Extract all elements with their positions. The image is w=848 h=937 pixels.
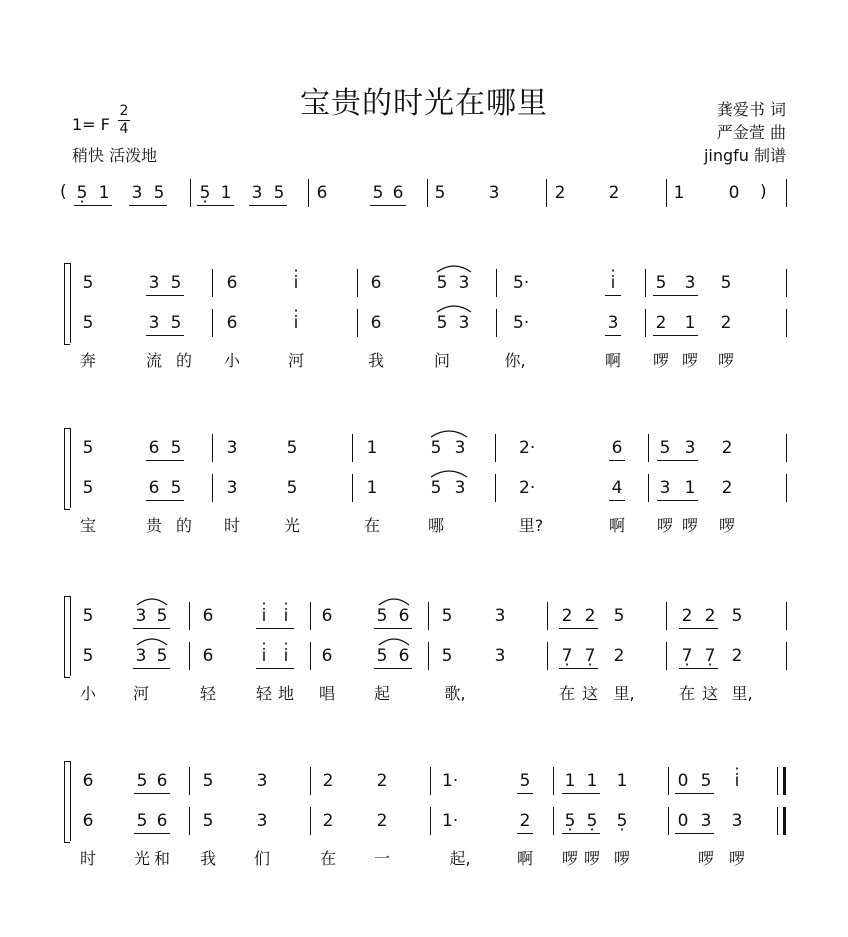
upper-underline bbox=[675, 793, 714, 794]
upper-voice-note: 5 bbox=[700, 771, 712, 791]
upper-voice-note: 6 bbox=[202, 606, 214, 626]
lyric-syllable: 歌, bbox=[444, 684, 466, 703]
intro-underline bbox=[370, 205, 406, 206]
barline bbox=[352, 474, 353, 502]
lyric-syllable: 小 bbox=[79, 684, 96, 703]
upper-underline bbox=[146, 295, 184, 296]
barline bbox=[786, 434, 787, 462]
upper-voice-note: 3 bbox=[458, 273, 470, 293]
lower-underline bbox=[605, 335, 621, 336]
system-line bbox=[70, 263, 71, 343]
upper-underline bbox=[133, 628, 170, 629]
lower-underline bbox=[134, 833, 170, 834]
lower-voice-note: 3 bbox=[731, 811, 743, 831]
barline bbox=[645, 269, 646, 297]
lower-voice-note: 3 bbox=[454, 478, 466, 498]
time-signature-top: 2 bbox=[119, 103, 129, 119]
lyric-syllable: 啰 bbox=[583, 849, 600, 868]
upper-voice-note: 3 bbox=[454, 438, 466, 458]
lyric-syllable: 河 bbox=[287, 351, 304, 370]
intro-note: 6 bbox=[392, 183, 404, 203]
upper-tie bbox=[136, 596, 168, 606]
upper-voice-note: 5 bbox=[659, 438, 671, 458]
barline bbox=[495, 474, 496, 502]
barline bbox=[189, 807, 190, 835]
lower-voice-note: 2 bbox=[720, 313, 732, 333]
upper-voice-note: 5 bbox=[436, 273, 448, 293]
upper-underline bbox=[562, 793, 600, 794]
barline bbox=[786, 474, 787, 502]
upper-voice-note: 5 bbox=[720, 273, 732, 293]
upper-voice-note: 6 bbox=[611, 438, 623, 458]
upper-voice-note: 3 bbox=[684, 273, 696, 293]
lyric-syllable: 我 bbox=[367, 351, 384, 370]
lyric-syllable: 的 bbox=[175, 516, 192, 535]
barline bbox=[352, 434, 353, 462]
lower-voice-note: 5 bbox=[376, 646, 388, 666]
upper-voice-note: 2 bbox=[681, 606, 693, 626]
upper-voice-note: 5 bbox=[655, 273, 667, 293]
upper-voice-note: 1 bbox=[586, 771, 598, 791]
intro-underline bbox=[74, 205, 112, 206]
final-barline-thin bbox=[777, 807, 778, 835]
barline bbox=[786, 642, 787, 670]
intro-underline bbox=[129, 205, 167, 206]
barline bbox=[786, 602, 787, 630]
final-barline-thick bbox=[783, 767, 786, 795]
lower-voice-note: 3 bbox=[458, 313, 470, 333]
barline bbox=[496, 309, 497, 337]
lower-underline bbox=[653, 335, 698, 336]
lower-voice-note: · i bbox=[279, 646, 293, 666]
lyric-syllable: 啊 bbox=[604, 351, 621, 370]
barline bbox=[547, 642, 548, 670]
upper-voice-note: · i bbox=[257, 606, 271, 626]
lower-underline bbox=[657, 500, 698, 501]
upper-underline bbox=[134, 793, 170, 794]
lower-voice-note: 5 · bbox=[585, 811, 599, 831]
lower-voice-note: 2· bbox=[519, 478, 536, 498]
lyric-syllable: 起 bbox=[373, 684, 390, 703]
barline bbox=[428, 602, 429, 630]
lower-voice-note: 7 · bbox=[583, 646, 597, 666]
barline bbox=[357, 309, 358, 337]
lyric-syllable: 啰 bbox=[561, 849, 578, 868]
barline bbox=[553, 767, 554, 795]
barline bbox=[648, 474, 649, 502]
barline bbox=[310, 767, 311, 795]
upper-voice-note: 5 bbox=[202, 771, 214, 791]
lower-voice-note: 5 · bbox=[563, 811, 577, 831]
upper-underline bbox=[657, 460, 698, 461]
barline bbox=[310, 602, 311, 630]
upper-underline bbox=[653, 295, 698, 296]
intro-note: 5 · bbox=[198, 183, 212, 203]
upper-voice-note: 5 bbox=[430, 438, 442, 458]
lower-voice-note: 3 bbox=[607, 313, 619, 333]
lower-underline bbox=[146, 335, 184, 336]
upper-voice-note: 5 bbox=[613, 606, 625, 626]
lyric-syllable: 光 bbox=[283, 516, 300, 535]
barline bbox=[666, 179, 667, 207]
lower-voice-note: 5 bbox=[430, 478, 442, 498]
system-line bbox=[70, 428, 71, 508]
barline bbox=[212, 269, 213, 297]
lyric-syllable: 宝 bbox=[79, 516, 96, 535]
lower-underline bbox=[609, 500, 625, 501]
lyric-syllable: 啊 bbox=[516, 849, 533, 868]
lyric-syllable: 地 bbox=[277, 684, 294, 703]
upper-voice-note: 1 bbox=[564, 771, 576, 791]
barline bbox=[553, 807, 554, 835]
lower-voice-note: 5 bbox=[82, 313, 94, 333]
barline bbox=[189, 767, 190, 795]
transcriber-credit: jingfu 制谱 bbox=[703, 146, 786, 165]
lyric-syllable: 啰 bbox=[656, 516, 673, 535]
upper-voice-note: 3 bbox=[148, 273, 160, 293]
lower-underline bbox=[517, 833, 533, 834]
lyric-syllable: 和 bbox=[153, 849, 170, 868]
lyric-syllable: 啰 bbox=[652, 351, 669, 370]
lower-voice-note: 5 bbox=[82, 478, 94, 498]
lyric-syllable: 这 bbox=[581, 684, 598, 703]
upper-voice-note: 2 bbox=[584, 606, 596, 626]
lower-voice-note: 1 bbox=[366, 478, 378, 498]
lower-voice-note: 0 bbox=[677, 811, 689, 831]
upper-voice-note: · i bbox=[606, 273, 620, 293]
upper-voice-note: 5 bbox=[82, 606, 94, 626]
upper-voice-note: 6 bbox=[148, 438, 160, 458]
upper-voice-note: 6 bbox=[82, 771, 94, 791]
upper-voice-note: · i bbox=[289, 273, 303, 293]
lyric-syllable: 们 bbox=[253, 849, 270, 868]
lower-voice-note: 2 bbox=[731, 646, 743, 666]
upper-voice-note: 5 bbox=[82, 438, 94, 458]
intro-note: 3 bbox=[251, 183, 263, 203]
upper-voice-note: 2 bbox=[376, 771, 388, 791]
barline bbox=[648, 434, 649, 462]
barline bbox=[495, 434, 496, 462]
lyric-syllable: 这 bbox=[701, 684, 718, 703]
lower-voice-note: 2 bbox=[721, 478, 733, 498]
lower-voice-note: 5 bbox=[202, 811, 214, 831]
upper-underline bbox=[374, 628, 412, 629]
upper-voice-note: 6 bbox=[226, 273, 238, 293]
lyricist-credit: 龚爱书 词 bbox=[716, 100, 786, 119]
lower-underline bbox=[133, 668, 170, 669]
lyric-syllable: 轻 bbox=[199, 684, 216, 703]
intro-note: 2 bbox=[608, 183, 620, 203]
barline bbox=[428, 642, 429, 670]
lower-voice-note: · i bbox=[289, 313, 303, 333]
lyric-syllable: 啰 bbox=[613, 849, 630, 868]
upper-voice-note: 3 bbox=[256, 771, 268, 791]
lower-voice-note: 3 bbox=[494, 646, 506, 666]
lyric-syllable: 在 bbox=[363, 516, 380, 535]
lyric-syllable: 河 bbox=[132, 684, 149, 703]
lyric-syllable: 我 bbox=[199, 849, 216, 868]
barline bbox=[547, 602, 548, 630]
upper-tie bbox=[436, 263, 472, 273]
song-title: 宝贵的时光在哪里 bbox=[300, 86, 548, 121]
intro-note: 1 bbox=[220, 183, 232, 203]
upper-voice-note: 5· bbox=[513, 273, 530, 293]
barline bbox=[212, 474, 213, 502]
tempo-marking: 稍快 活泼地 bbox=[72, 146, 158, 165]
lower-underline bbox=[562, 833, 600, 834]
lower-voice-note: · i bbox=[257, 646, 271, 666]
upper-voice-note: 0 bbox=[677, 771, 689, 791]
lower-voice-note: 3 bbox=[659, 478, 671, 498]
intro-underline bbox=[197, 205, 234, 206]
lower-voice-note: 7 · bbox=[703, 646, 717, 666]
upper-voice-note: 2· bbox=[519, 438, 536, 458]
composer-credit: 严金萱 曲 bbox=[716, 123, 786, 142]
lower-voice-note: 1 bbox=[684, 313, 696, 333]
lower-voice-note: 3 bbox=[256, 811, 268, 831]
upper-voice-note: 6 bbox=[321, 606, 333, 626]
lyric-syllable: 奔 bbox=[79, 351, 96, 370]
barline bbox=[430, 807, 431, 835]
lower-voice-note: 5 bbox=[436, 313, 448, 333]
final-barline-thick bbox=[783, 807, 786, 835]
lyric-syllable: 啰 bbox=[718, 516, 735, 535]
lower-voice-note: 2 bbox=[613, 646, 625, 666]
barline bbox=[645, 309, 646, 337]
lower-underline bbox=[374, 668, 412, 669]
barline bbox=[668, 807, 669, 835]
barline bbox=[666, 642, 667, 670]
intro-note: 1 bbox=[673, 183, 685, 203]
upper-voice-note: 2 bbox=[721, 438, 733, 458]
lyric-syllable: 时 bbox=[223, 516, 240, 535]
lower-voice-note: 1 bbox=[684, 478, 696, 498]
lyric-syllable: 在 bbox=[558, 684, 575, 703]
barline bbox=[786, 309, 787, 337]
lyric-syllable: 贵 bbox=[145, 516, 162, 535]
intro-note: 5 bbox=[434, 183, 446, 203]
lyric-syllable: 小 bbox=[223, 351, 240, 370]
lower-voice-note: 5 bbox=[170, 313, 182, 333]
lyric-syllable: 在 bbox=[319, 849, 336, 868]
upper-voice-note: 5 bbox=[376, 606, 388, 626]
upper-voice-note: 5 bbox=[170, 438, 182, 458]
upper-voice-note: 1 bbox=[366, 438, 378, 458]
upper-voice-note: 5 bbox=[156, 606, 168, 626]
upper-voice-note: 3 bbox=[684, 438, 696, 458]
upper-voice-note: 5 bbox=[82, 273, 94, 293]
barline bbox=[212, 434, 213, 462]
lower-voice-note: 3 bbox=[700, 811, 712, 831]
upper-underline bbox=[679, 628, 718, 629]
key-signature: 1= F bbox=[72, 115, 110, 134]
system-line bbox=[70, 596, 71, 676]
barline bbox=[427, 179, 428, 207]
upper-tie bbox=[378, 596, 410, 606]
upper-voice-note: 3 bbox=[226, 438, 238, 458]
lower-voice-note: 6 bbox=[156, 811, 168, 831]
system-line bbox=[70, 761, 71, 841]
lower-voice-note: 5 · bbox=[615, 811, 629, 831]
lyric-syllable: 时 bbox=[79, 849, 96, 868]
upper-underline bbox=[517, 793, 533, 794]
lower-voice-note: 5 bbox=[156, 646, 168, 666]
lyric-syllable: 啰 bbox=[697, 849, 714, 868]
lower-voice-note: 5 bbox=[441, 646, 453, 666]
barline bbox=[496, 269, 497, 297]
lower-voice-note: 5 bbox=[286, 478, 298, 498]
upper-underline bbox=[609, 460, 625, 461]
lower-voice-note: 6 bbox=[82, 811, 94, 831]
intro-close-paren: ) bbox=[760, 182, 767, 202]
upper-underline bbox=[256, 628, 294, 629]
barline bbox=[189, 642, 190, 670]
lower-voice-note: 6 bbox=[398, 646, 410, 666]
lyric-syllable: 的 bbox=[175, 351, 192, 370]
lyric-syllable: 光 bbox=[133, 849, 150, 868]
lyric-syllable: 里, bbox=[731, 684, 753, 703]
lower-underline bbox=[256, 668, 294, 669]
lower-voice-note: 6 bbox=[321, 646, 333, 666]
intro-note: 5 bbox=[273, 183, 285, 203]
lyric-syllable: 在 bbox=[678, 684, 695, 703]
barline bbox=[310, 642, 311, 670]
intro-underline bbox=[249, 205, 287, 206]
barline bbox=[666, 602, 667, 630]
upper-voice-note: 1 bbox=[616, 771, 628, 791]
upper-voice-note: 5 bbox=[731, 606, 743, 626]
lower-voice-note: 6 bbox=[148, 478, 160, 498]
upper-voice-note: 2 bbox=[322, 771, 334, 791]
lower-voice-note: 4 bbox=[611, 478, 623, 498]
barline bbox=[430, 767, 431, 795]
intro-note: 1 bbox=[98, 183, 110, 203]
intro-open-paren: ( bbox=[60, 182, 67, 202]
final-barline-thin bbox=[777, 767, 778, 795]
lower-voice-note: 3 bbox=[135, 646, 147, 666]
intro-note: 5 bbox=[372, 183, 384, 203]
time-signature bbox=[118, 104, 130, 137]
upper-underline bbox=[146, 460, 184, 461]
lower-voice-note: 5· bbox=[513, 313, 530, 333]
barline bbox=[189, 602, 190, 630]
lower-underline bbox=[559, 668, 598, 669]
lower-tie bbox=[136, 636, 168, 646]
lower-voice-note: 6 bbox=[202, 646, 214, 666]
barline bbox=[308, 179, 309, 207]
lyric-syllable: 啰 bbox=[728, 849, 745, 868]
barline bbox=[546, 179, 547, 207]
lower-voice-note: 1· bbox=[442, 811, 459, 831]
lower-voice-note: 5 bbox=[170, 478, 182, 498]
barline bbox=[786, 269, 787, 297]
lower-voice-note: 2 bbox=[376, 811, 388, 831]
upper-voice-note: 3 bbox=[494, 606, 506, 626]
intro-note: 3 bbox=[488, 183, 500, 203]
upper-voice-note: 1· bbox=[442, 771, 459, 791]
lyric-syllable: 你, bbox=[504, 351, 526, 370]
upper-underline bbox=[559, 628, 598, 629]
lyric-syllable: 哪 bbox=[427, 516, 444, 535]
upper-underline bbox=[605, 295, 621, 296]
intro-note: 3 bbox=[131, 183, 143, 203]
lower-underline bbox=[679, 668, 718, 669]
upper-voice-note: 6 bbox=[398, 606, 410, 626]
upper-voice-note: 5 bbox=[441, 606, 453, 626]
upper-voice-note: 3 bbox=[135, 606, 147, 626]
lower-voice-note: 6 bbox=[370, 313, 382, 333]
upper-voice-note: 2 bbox=[561, 606, 573, 626]
barline bbox=[357, 269, 358, 297]
barline bbox=[190, 179, 191, 207]
lyric-syllable: 啰 bbox=[681, 351, 698, 370]
lyric-syllable: 啰 bbox=[681, 516, 698, 535]
intro-note: 5 bbox=[153, 183, 165, 203]
lower-tie bbox=[378, 636, 410, 646]
barline bbox=[668, 767, 669, 795]
upper-voice-note: 6 bbox=[156, 771, 168, 791]
lyric-syllable: 轻 bbox=[255, 684, 272, 703]
lower-voice-note: 7 · bbox=[680, 646, 694, 666]
barline bbox=[212, 309, 213, 337]
lower-voice-note: 3 bbox=[148, 313, 160, 333]
lyric-syllable: 一 bbox=[373, 849, 390, 868]
upper-voice-note: 5 bbox=[170, 273, 182, 293]
lower-voice-note: 7 · bbox=[560, 646, 574, 666]
lyric-syllable: 啊 bbox=[608, 516, 625, 535]
lyric-syllable: 里? bbox=[518, 516, 544, 535]
lower-underline bbox=[146, 500, 184, 501]
lower-voice-note: 2 bbox=[519, 811, 531, 831]
upper-voice-note: 5 bbox=[286, 438, 298, 458]
lyric-syllable: 里, bbox=[613, 684, 635, 703]
lower-voice-note: 5 bbox=[136, 811, 148, 831]
upper-voice-note: 6 bbox=[370, 273, 382, 293]
lower-voice-note: 2 bbox=[322, 811, 334, 831]
lower-tie bbox=[436, 303, 472, 313]
lower-voice-note: 2 bbox=[655, 313, 667, 333]
barline bbox=[310, 807, 311, 835]
upper-voice-note: 2 bbox=[704, 606, 716, 626]
lyric-syllable: 流 bbox=[145, 351, 162, 370]
upper-voice-note: · i bbox=[730, 771, 744, 791]
lower-voice-note: 6 bbox=[226, 313, 238, 333]
upper-voice-note: 5 bbox=[136, 771, 148, 791]
time-signature-bottom: 4 bbox=[119, 121, 129, 137]
intro-note: 2 bbox=[554, 183, 566, 203]
lower-voice-note: 3 bbox=[226, 478, 238, 498]
intro-note: 0 bbox=[728, 183, 740, 203]
upper-tie bbox=[430, 428, 468, 438]
lower-tie bbox=[430, 468, 468, 478]
upper-voice-note: 5 bbox=[519, 771, 531, 791]
lyric-syllable: 问 bbox=[433, 351, 450, 370]
lower-voice-note: 5 bbox=[82, 646, 94, 666]
lyric-syllable: 起, bbox=[449, 849, 471, 868]
lower-underline bbox=[675, 833, 714, 834]
barline bbox=[786, 179, 787, 207]
intro-note: 6 bbox=[316, 183, 328, 203]
lyric-syllable: 啰 bbox=[717, 351, 734, 370]
intro-note: 5 · bbox=[75, 183, 89, 203]
upper-voice-note: · i bbox=[279, 606, 293, 626]
lyric-syllable: 唱 bbox=[318, 684, 335, 703]
